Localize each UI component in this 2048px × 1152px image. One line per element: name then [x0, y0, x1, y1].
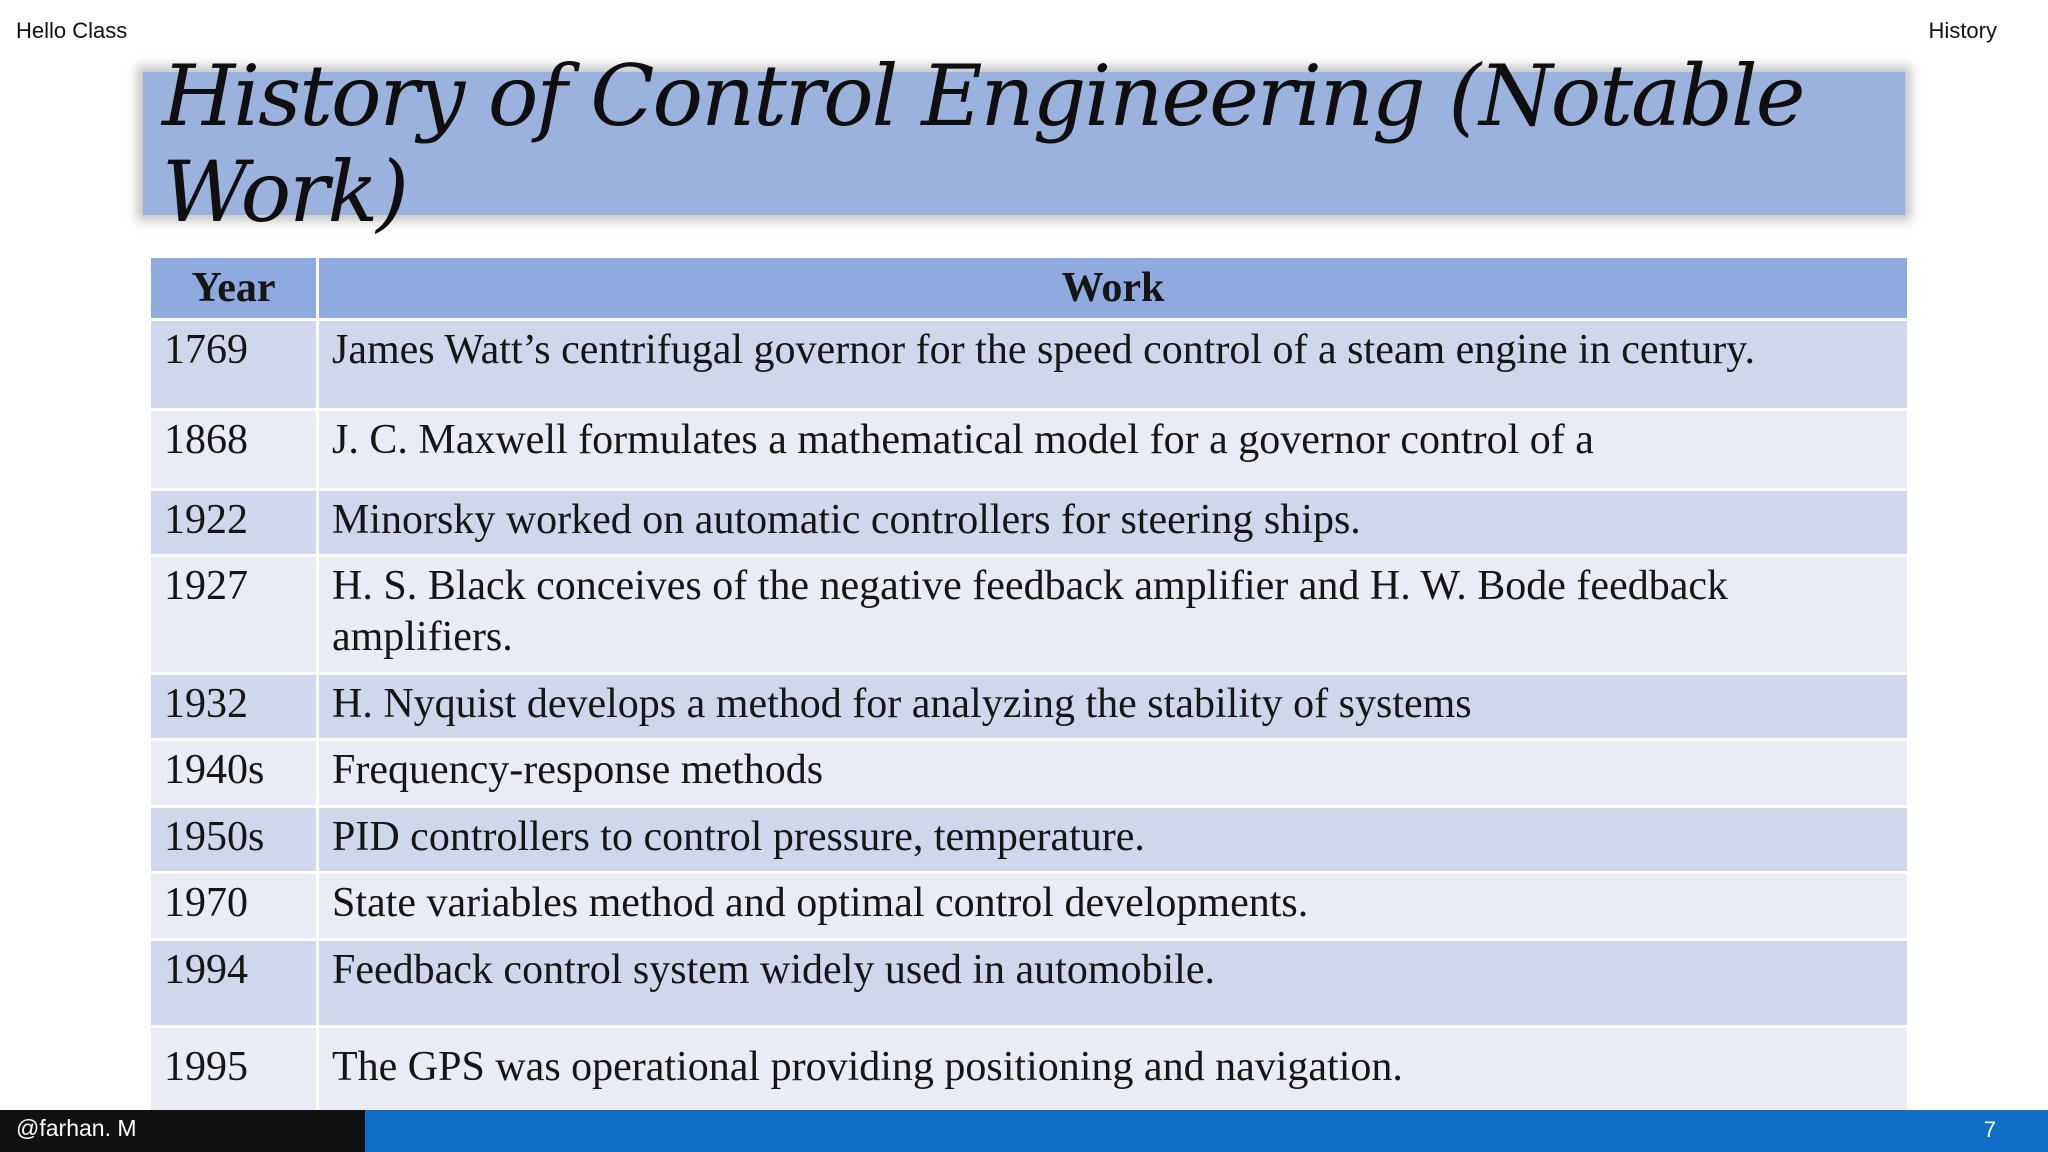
table-row: [150, 940, 1909, 1027]
year-cell: 1940s: [150, 740, 318, 807]
year-cell: 1769: [150, 320, 318, 410]
year-cell: 1922: [150, 490, 318, 556]
work-cell: Minorsky worked on automatic controllers for steering ships.: [318, 490, 1909, 556]
work-cell: Feedback control system widely used in automobile.: [318, 940, 1909, 1027]
work-cell: H. Nyquist develops a method for analyzing the stability of systems: [318, 674, 1909, 740]
page-number: 7: [1983, 1117, 1996, 1142]
footer-author: @farhan. M: [16, 1115, 137, 1141]
header-course-label: Hello Class: [16, 18, 128, 43]
footer-bar-accent: [365, 1110, 2048, 1152]
header-section-label: History: [1928, 18, 1997, 43]
table-row: [150, 490, 1909, 556]
table-row: [150, 410, 1909, 490]
year-cell: 1868: [150, 410, 318, 490]
column-header-year: Year: [150, 257, 318, 320]
year-cell: 1950s: [150, 807, 318, 873]
work-cell: James Watt’s centrifugal governor for the speed control of a steam engine in century.: [318, 320, 1909, 410]
year-cell: 1927: [150, 556, 318, 674]
work-cell: J. C. Maxwell formulates a mathematical model for a governor control of a: [318, 410, 1909, 490]
table-row: [150, 873, 1909, 940]
work-cell: The GPS was operational providing positioning and navigation.: [318, 1027, 1909, 1115]
history-table: [148, 255, 1910, 1116]
year-cell: 1994: [150, 940, 318, 1027]
table-row: [150, 807, 1909, 873]
table-header-row: [150, 257, 1909, 320]
slide-title: History of Control Engineering (Notable Work): [162, 47, 1804, 241]
table-row: [150, 674, 1909, 740]
work-cell: PID controllers to control pressure, temperature.: [318, 807, 1909, 873]
column-header-work: Work: [318, 257, 1909, 320]
year-cell: 1995: [150, 1027, 318, 1115]
work-cell: H. S. Black conceives of the negative feedback amplifier and H. W. Bode feedback amplifiers.: [318, 556, 1909, 674]
table-row: [150, 556, 1909, 674]
year-cell: 1970: [150, 873, 318, 940]
table-row: [150, 320, 1909, 410]
work-cell: State variables method and optimal control developments.: [318, 873, 1909, 940]
table-row: [150, 740, 1909, 807]
work-cell: Frequency-response methods: [318, 740, 1909, 807]
table-row: [150, 1027, 1909, 1115]
year-cell: 1932: [150, 674, 318, 740]
